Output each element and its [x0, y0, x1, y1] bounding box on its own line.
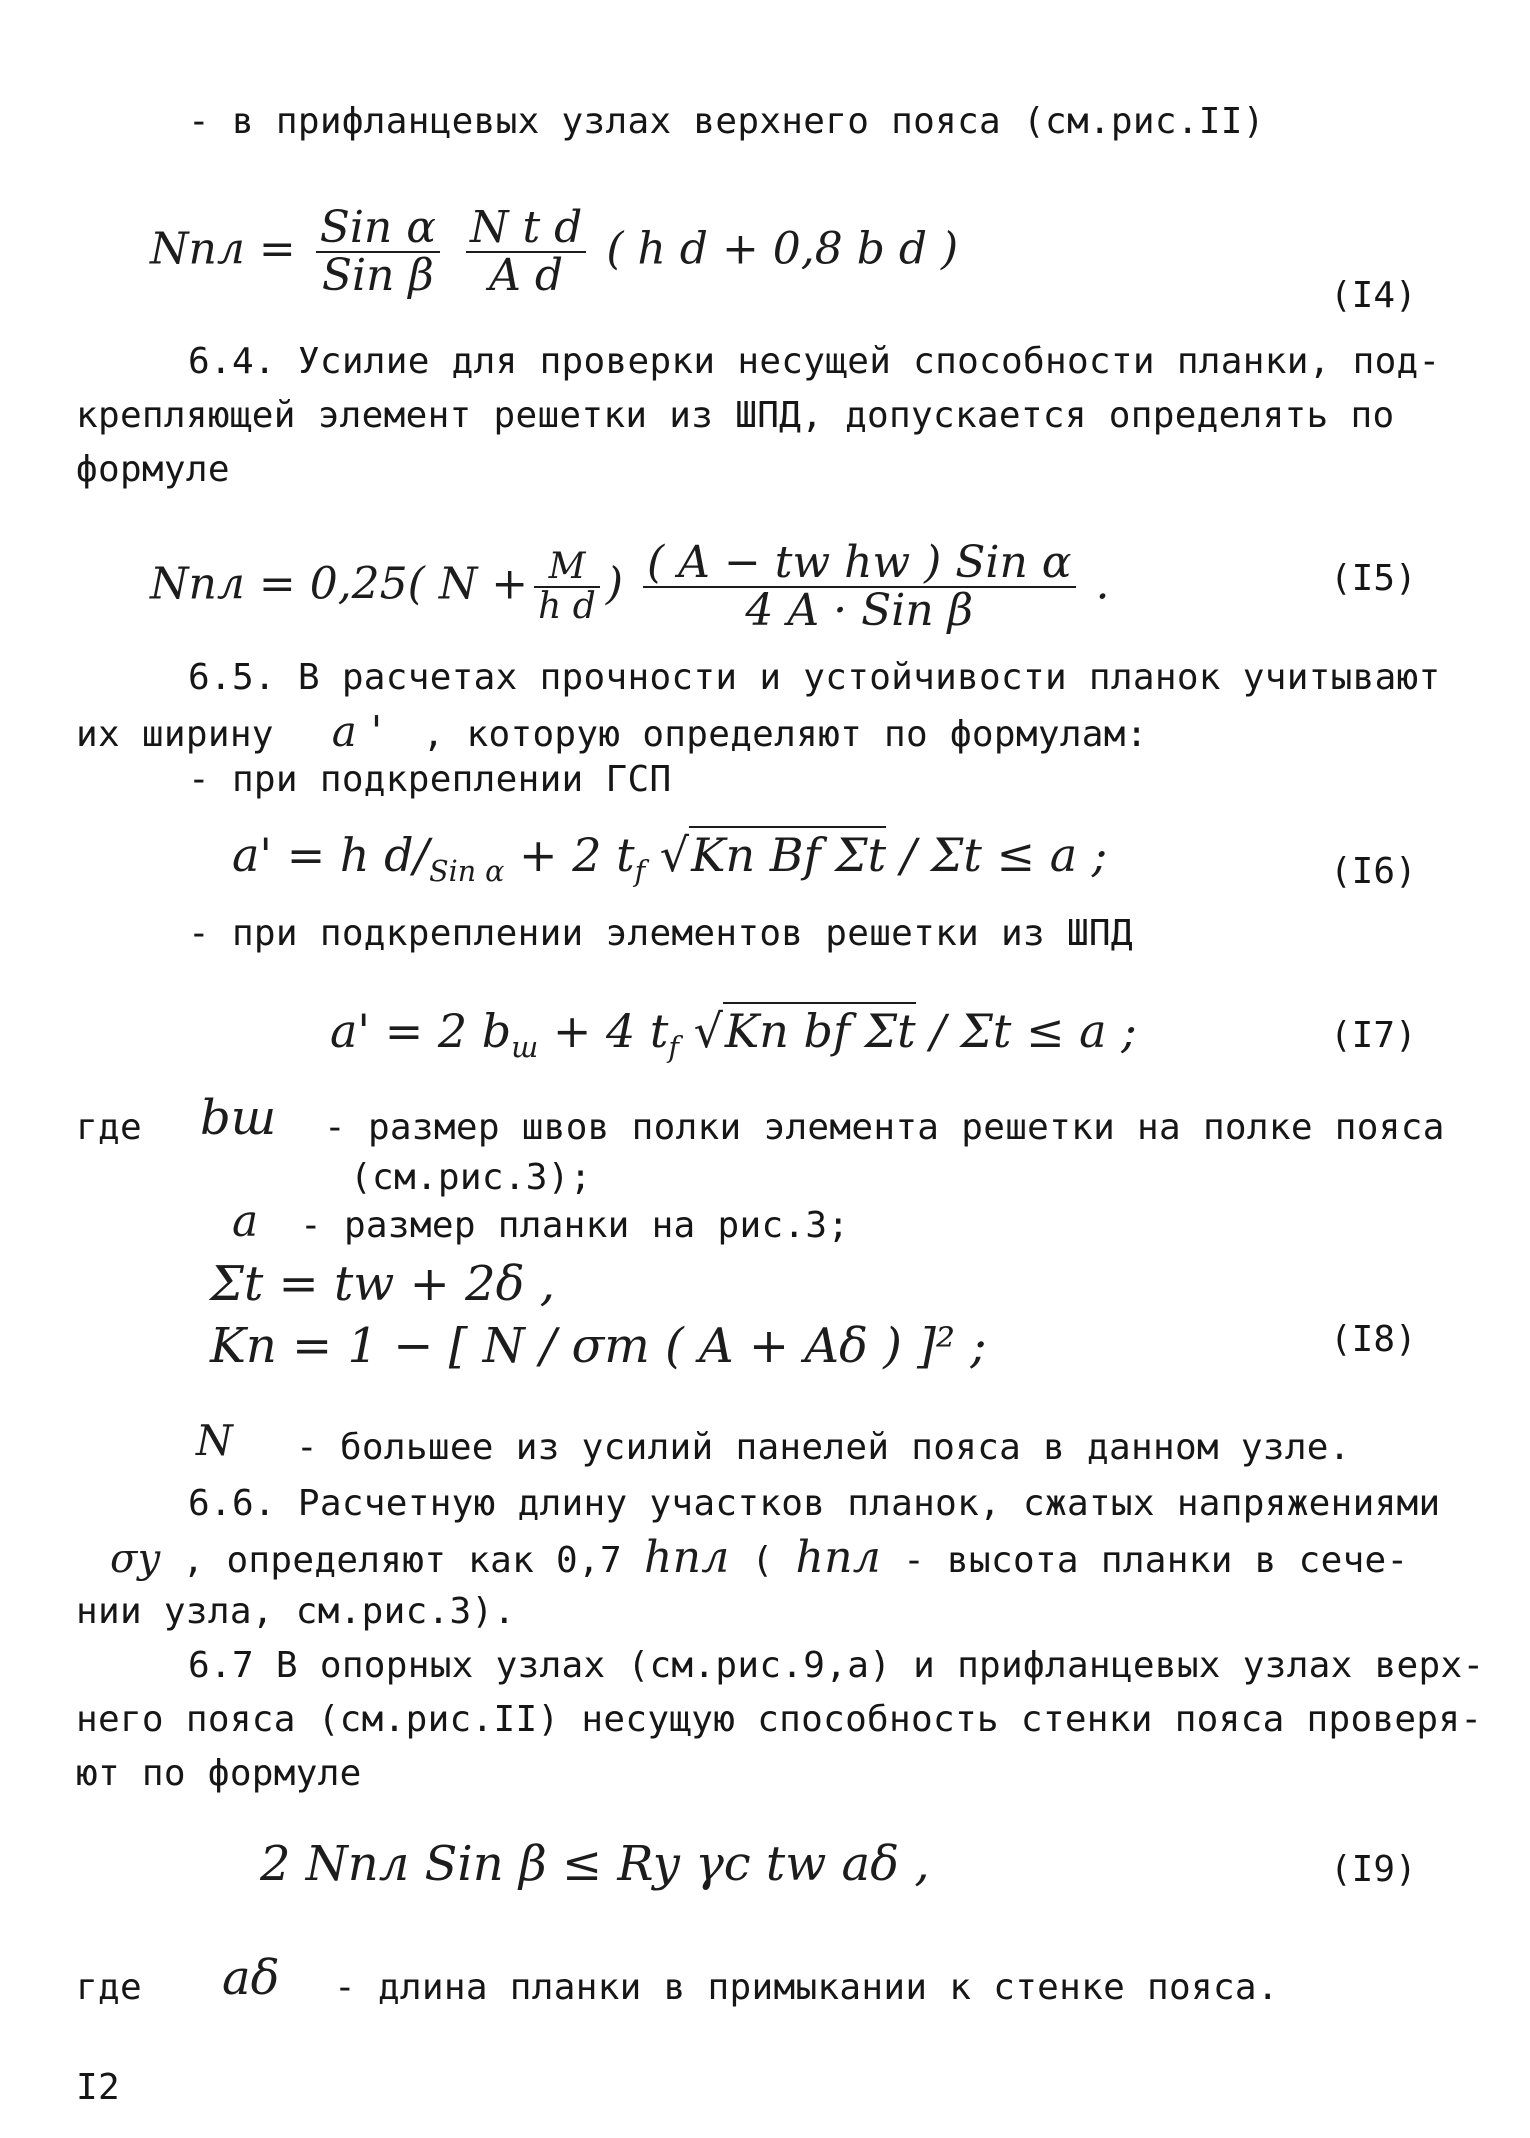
- formula-18-line-2: Kn = 1 − [ N / σт ( A + Aδ ) ]² ;: [210, 1318, 987, 1374]
- p64-line-3: формуле: [76, 449, 230, 490]
- formula-17-part-c: + 4 t: [538, 1004, 669, 1058]
- formula-14-tail: ( h d + 0,8 b d ): [606, 223, 959, 275]
- p67-line-1: 6.7 В опорных узлах (см.рис.9,а) и прифланцевых узлах верх-: [188, 1645, 1485, 1686]
- formula-16-part-a: a' = h d/: [232, 828, 430, 882]
- formula-17: a' = 2 $b_ш + 4$ $t_f$ √Kn bf Σt / Σt ≤ a ;: [330, 1004, 1137, 1065]
- formula-16: a' = h $d/_{Sin \alpha} + 2$ $t_f$ √Kn Bf Σt / Σt ≤ a ;: [232, 828, 1108, 889]
- formula-16-part-b: Sin α: [429, 855, 505, 889]
- formula-16-part-c: + 2 t: [504, 828, 635, 882]
- p65-line-2: [76, 708, 1148, 759]
- formula-16-tail: / Σt ≤ a ;: [900, 828, 1108, 882]
- p65-line-1: 6.5. В расчетах прочности и устойчивости планок учитывают: [188, 657, 1441, 698]
- formula-15-frac-num: ( A − tw hw ) Sin α: [643, 540, 1076, 588]
- formula-14-number: (I4): [1330, 275, 1417, 316]
- p65-width-symbol: a ': [331, 707, 383, 756]
- formula-14: [150, 202, 959, 302]
- where-1-symbol: bш: [200, 1090, 277, 1146]
- n-line-text: - большее из усилий панелей пояса в данном узле.: [296, 1427, 1351, 1468]
- p67-line-2: него пояса (см.рис.II) несущую способность стенки пояса проверя-: [76, 1699, 1483, 1740]
- p66-text-1: , определяют как 0,7: [182, 1540, 622, 1581]
- formula-15-m-den: h d: [538, 586, 596, 628]
- where-2-symbol: aδ: [222, 1950, 280, 2006]
- formula-19-number: (I9): [1330, 1849, 1417, 1890]
- formula-14-frac2-den: A d: [489, 250, 564, 302]
- formula-19: 2 Nпл Sin β ≤ Ry γc tw aδ ,: [260, 1836, 930, 1892]
- p65-line-3: - при подкреплении ГСП: [188, 759, 672, 800]
- p66-line-1: 6.6. Расчетную длину участков планок, сжатых напряжениями: [188, 1483, 1441, 1524]
- formula-17-root: Kn bf Σt: [724, 1004, 916, 1058]
- p66-line-3: нии узла, см.рис.3).: [76, 1591, 516, 1632]
- where-1-text-1: - размер швов полки элемента решетки на полке пояса: [324, 1107, 1445, 1148]
- p66-h-symbol-1: hпл: [643, 1532, 730, 1583]
- p67-line-3: ют по формуле: [76, 1753, 362, 1794]
- formula-14-frac1-den: Sin β: [321, 250, 434, 302]
- p66-h-symbol-2: hпл: [795, 1532, 882, 1583]
- formula-15-lhs: Nпл = 0,25( N +: [150, 558, 529, 610]
- formula-17-part-a: a' = 2 b: [330, 1004, 512, 1058]
- page-number: I2: [76, 2067, 120, 2108]
- formula-16-number: (I6): [1330, 851, 1417, 892]
- formula-14-frac2-num: N t d: [466, 205, 586, 253]
- formula-15-number: (I5): [1330, 558, 1417, 599]
- formula-14-lhs: Nпл =: [150, 223, 296, 275]
- p64-line-2: крепляющей элемент решетки из ШПД, допускается определять по: [76, 395, 1395, 436]
- where-1-text-2: (см.рис.3);: [350, 1157, 592, 1198]
- p64-line-1: 6.4. Усилие для проверки несущей способности планки, под-: [188, 341, 1441, 382]
- p65-line-2a: их ширину: [76, 714, 274, 755]
- formula-15-frac-den: 4 A · Sin β: [745, 585, 974, 637]
- intro-line: - в прифланцевых узлах верхнего пояса (см.рис.II): [188, 101, 1265, 142]
- p66-text-3: - высота планки в сече-: [903, 1540, 1409, 1581]
- where-2-label: где: [76, 1967, 142, 2008]
- formula-14-frac1-num: Sin α: [316, 205, 440, 253]
- p66-text-2: (: [751, 1540, 774, 1581]
- formula-18-number: (I8): [1330, 1319, 1417, 1360]
- where-2-text: - длина планки в примыкании к стенке пояса.: [334, 1967, 1279, 2008]
- formula-18-line-1: Σt = tw + 2δ ,: [210, 1256, 556, 1312]
- n-symbol: N: [196, 1416, 233, 1465]
- formula-17-number: (I7): [1330, 1015, 1417, 1056]
- formula-17-part-b: ш: [511, 1031, 539, 1065]
- formula-16-part-d: f: [634, 855, 646, 889]
- p66-line-2: [110, 1534, 1409, 1585]
- formula-15-tail: .: [1095, 558, 1110, 610]
- p65-line-2b: , которую определяют по формулам:: [422, 714, 1148, 755]
- p66-sigma-symbol: σy: [110, 1536, 161, 1582]
- formula-15-m-num: M: [534, 548, 600, 588]
- p65-line-4: - при подкреплении элементов решетки из ШПД: [188, 913, 1133, 954]
- formula-15-mid: ): [605, 558, 624, 610]
- formula-17-tail: / Σt ≤ a ;: [930, 1004, 1137, 1058]
- formula-17-part-d: f: [668, 1031, 679, 1065]
- formula-16-root: Kn Bf Σt: [691, 828, 887, 882]
- formula-15: [150, 537, 1110, 637]
- where-1-label: где: [76, 1107, 142, 1148]
- where-1-symbol-2: a: [232, 1196, 259, 1247]
- where-1-text-3: - размер планки на рис.3;: [300, 1205, 850, 1246]
